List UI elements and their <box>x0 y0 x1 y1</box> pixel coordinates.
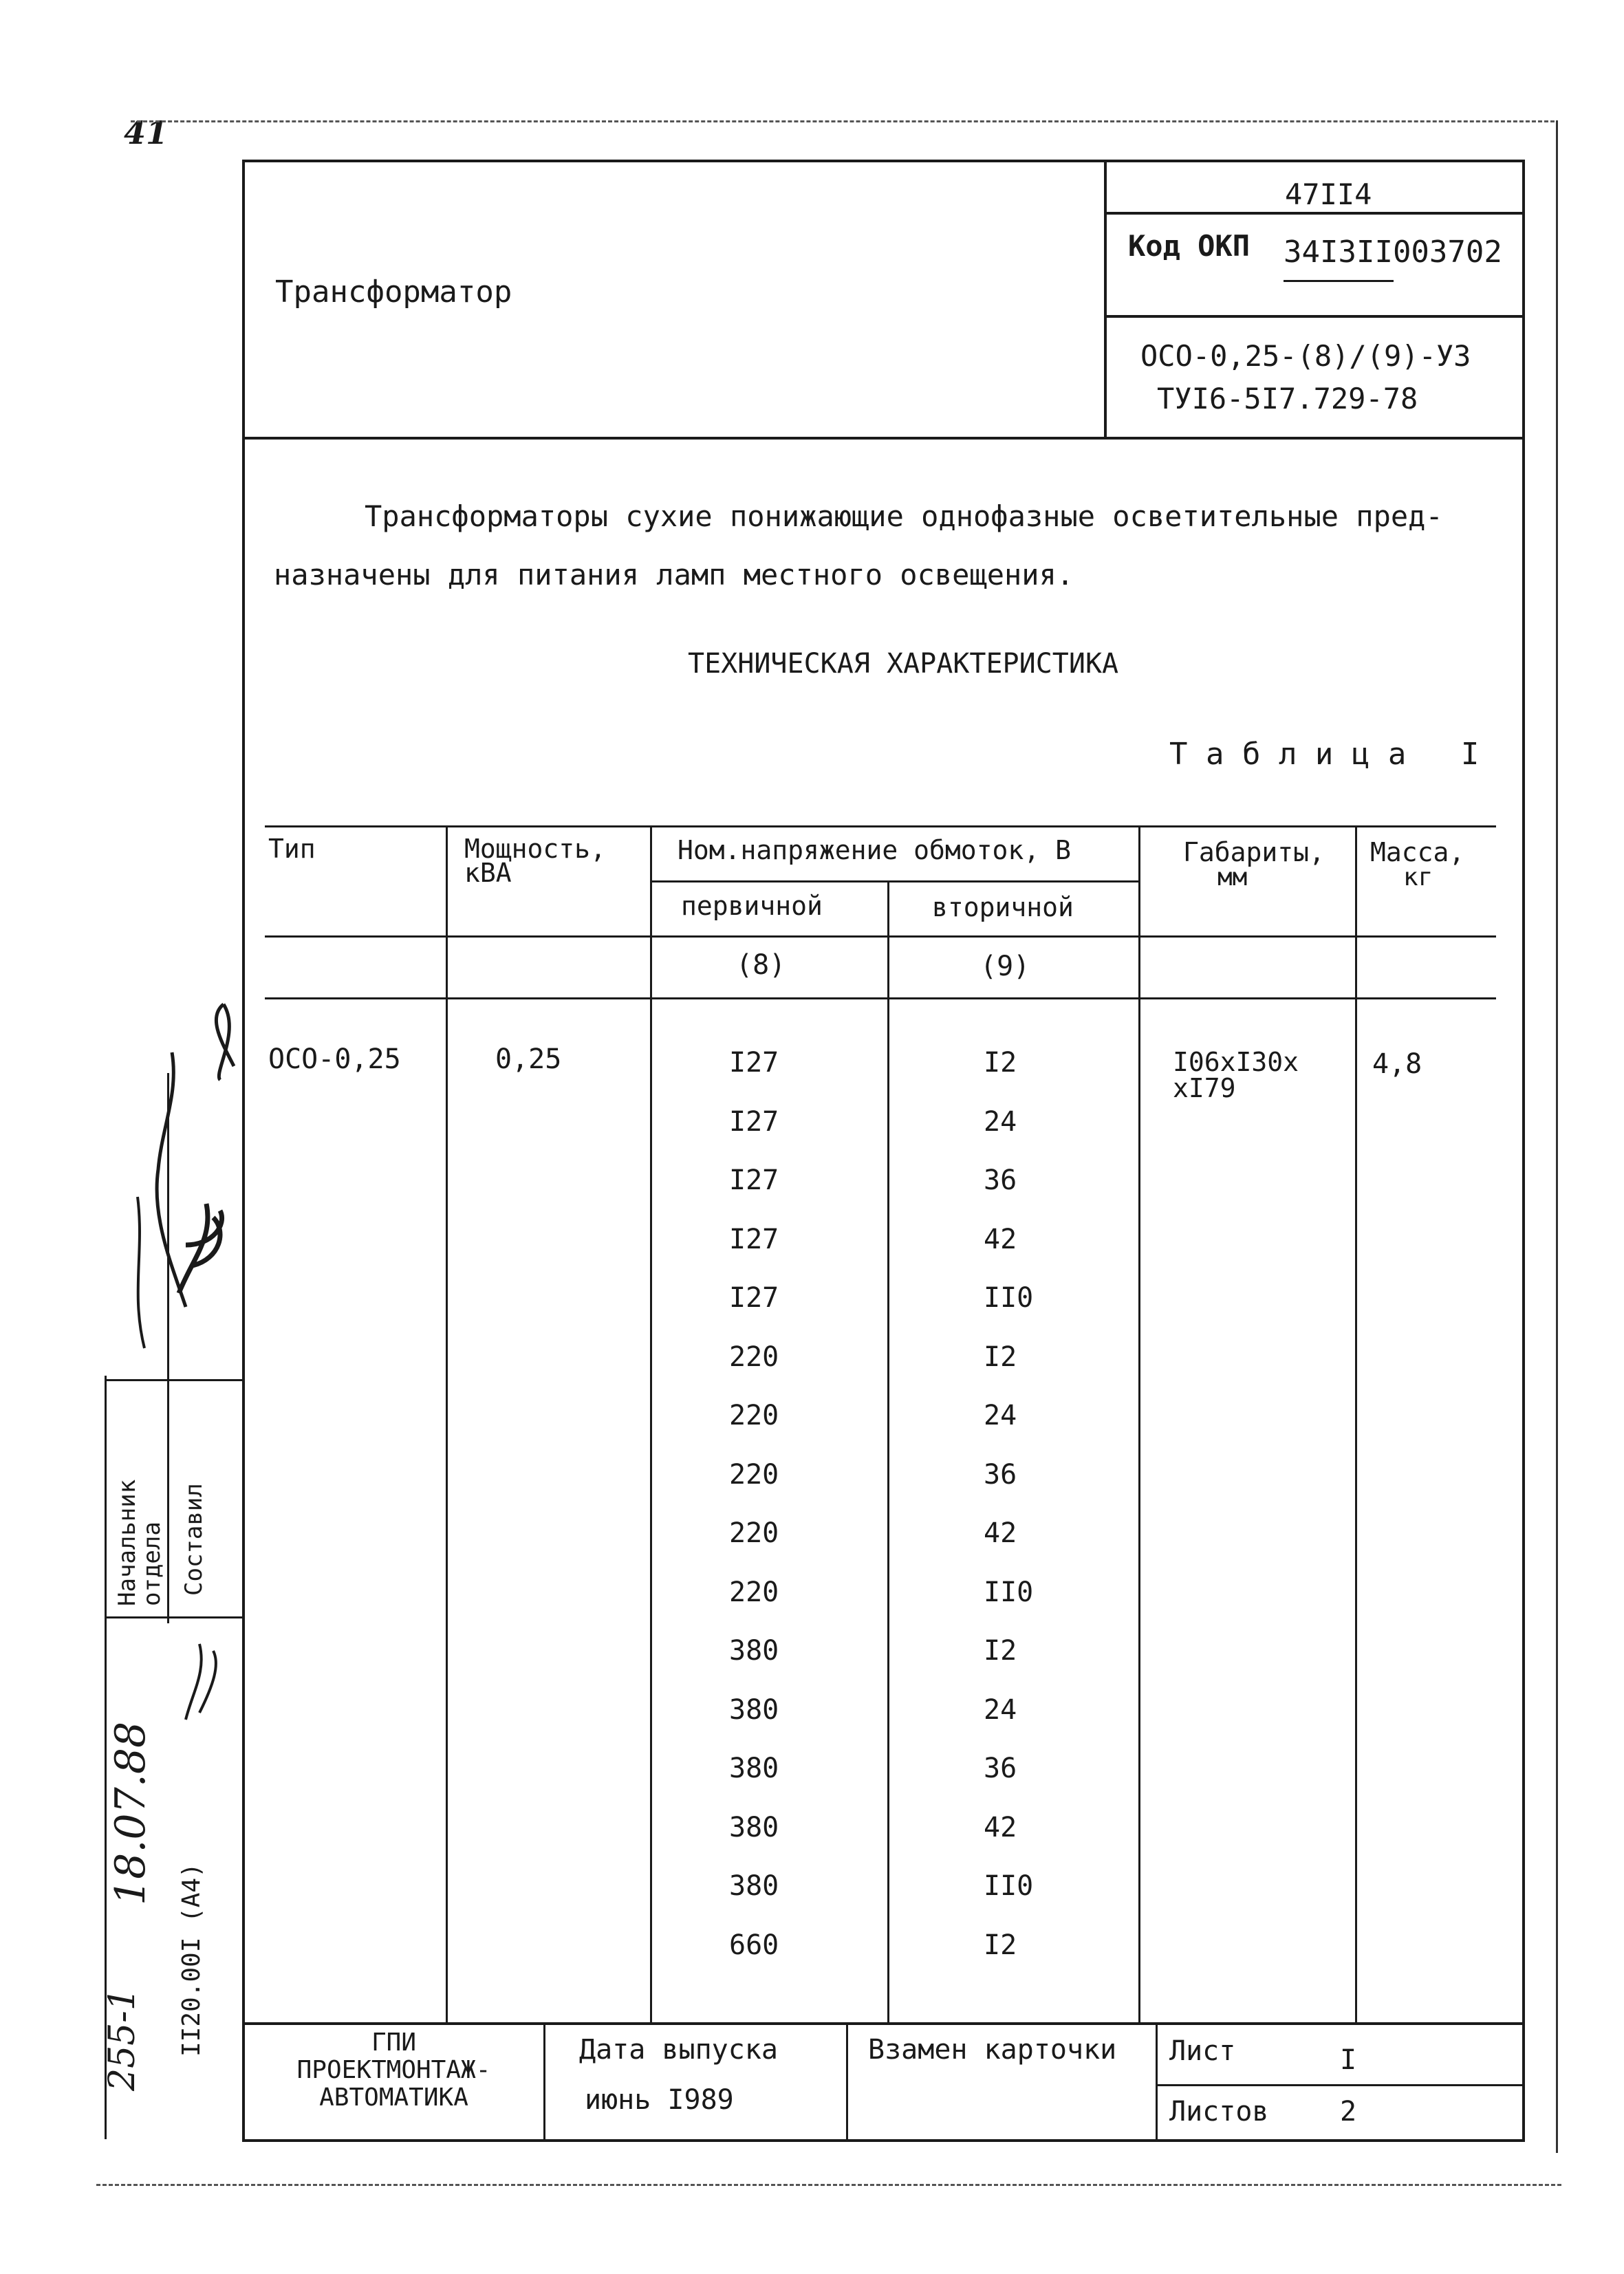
okp-code: 34I3II003702 <box>1284 235 1502 270</box>
frame-top <box>242 160 1525 162</box>
cell-dims-1: I06хI30х <box>1173 1047 1299 1077</box>
sheets-label: Листов <box>1169 2096 1269 2127</box>
primary-voltage-cell: I27 <box>729 1165 779 1196</box>
primary-voltage-cell: 380 <box>729 1753 779 1784</box>
col-divider-5 <box>1355 825 1357 2022</box>
secondary-voltage-cell: 36 <box>984 1753 1017 1784</box>
primary-voltage-cell: I27 <box>729 1047 779 1079</box>
primary-voltage-cell: 380 <box>729 1870 779 1902</box>
spec-code: ТУI6-5I7.729-78 <box>1157 382 1418 415</box>
primary-voltage-cell: 380 <box>729 1694 779 1726</box>
replaces-label: Взамен карточки <box>868 2034 1117 2066</box>
sheets-value: 2 <box>1340 2096 1357 2127</box>
org-line-3: АВТОМАТИКА <box>319 2083 468 2112</box>
footer-sheet-divider <box>1156 2084 1524 2086</box>
header-secondary-ref: (9) <box>980 951 1030 982</box>
org-line-1: ГПИ <box>371 2028 417 2057</box>
product-title: Трансформатор <box>275 274 512 310</box>
frame-right <box>1522 160 1525 2142</box>
issue-label: Дата выпуска <box>579 2034 778 2066</box>
okp-underline <box>1284 280 1394 282</box>
col-divider-3 <box>887 880 889 2022</box>
signature-date-initials <box>165 1630 234 1726</box>
footer-div-2 <box>846 2022 848 2141</box>
header-mass-2: кг <box>1403 863 1433 891</box>
primary-voltage-cell: 220 <box>729 1400 779 1431</box>
cell-mass: 4,8 <box>1372 1048 1422 1080</box>
org-line-2: ПРОЕКТМОНТАЖ- <box>296 2056 491 2084</box>
secondary-voltage-cell: 36 <box>984 1459 1017 1491</box>
header-power-1: Мощность, <box>464 834 606 864</box>
secondary-voltage-cell: I2 <box>984 1341 1017 1373</box>
secondary-voltage-cell: II0 <box>984 1577 1034 1608</box>
primary-voltage-cell: 220 <box>729 1341 779 1373</box>
footer-div-3 <box>1156 2022 1158 2141</box>
primary-voltage-cell: 380 <box>729 1635 779 1667</box>
table-top <box>265 825 1496 827</box>
primary-voltage-cell: I27 <box>729 1282 779 1314</box>
header-divider <box>242 437 1525 440</box>
bottom-dashed-border <box>96 2184 1561 2186</box>
table-label: Т а б л и ц а I <box>1169 737 1480 772</box>
header-dims-1: Габариты, <box>1183 837 1325 867</box>
secondary-voltage-cell: I2 <box>984 1635 1017 1667</box>
right-page-border <box>1556 120 1558 2153</box>
intro-line-2: назначены для питания ламп местного освещения. <box>274 558 1074 592</box>
label-head-of-dept: Начальник отдела <box>113 1479 166 1606</box>
table-ref-bottom <box>265 997 1496 999</box>
page-number: 41 <box>124 114 169 151</box>
header-power-2: кВА <box>464 858 512 888</box>
handwritten-ref: 255-1 <box>102 1988 143 2091</box>
header-model-divider <box>1104 315 1524 318</box>
issue-value: июнь I989 <box>585 2084 734 2116</box>
margin-line-h2 <box>105 1616 242 1618</box>
col-divider-2 <box>650 825 652 2022</box>
cell-dims-2: хI79 <box>1173 1073 1236 1103</box>
okp-label: Код ОКП <box>1128 229 1251 263</box>
primary-voltage-cell: 380 <box>729 1812 779 1843</box>
header-mass-1: Масса, <box>1370 837 1465 867</box>
secondary-voltage-cell: 42 <box>984 1812 1017 1843</box>
secondary-voltage-cell: 24 <box>984 1694 1017 1726</box>
section-title: ТЕХНИЧЕСКАЯ ХАРАКТЕРИСТИКА <box>688 648 1119 680</box>
primary-voltage-cell: 220 <box>729 1459 779 1491</box>
primary-voltage-cell: I27 <box>729 1224 779 1255</box>
frame-bottom <box>242 2139 1525 2142</box>
primary-voltage-cell: 660 <box>729 1929 779 1961</box>
voltage-sub-divider <box>650 880 1138 882</box>
handwritten-date: 18.07.88 <box>107 1721 155 1905</box>
secondary-voltage-cell: 24 <box>984 1106 1017 1138</box>
secondary-voltage-cell: I2 <box>984 1047 1017 1079</box>
model-code: ОСО-0,25-(8)/(9)-У3 <box>1140 339 1471 373</box>
footer-div-1 <box>543 2022 545 2141</box>
secondary-voltage-cell: 42 <box>984 1224 1017 1255</box>
primary-voltage-cell: 220 <box>729 1517 779 1549</box>
cell-power: 0,25 <box>495 1043 562 1075</box>
header-code-divider <box>1104 212 1524 215</box>
header-dims-2: мм <box>1217 863 1248 891</box>
sheet-value: I <box>1340 2044 1357 2076</box>
secondary-voltage-cell: 24 <box>984 1400 1017 1431</box>
intro-line-1: Трансформаторы сухие понижающие однофазные осветительные пред- <box>365 499 1443 533</box>
cell-type: ОСО-0,25 <box>268 1043 401 1075</box>
header-primary-ref: (8) <box>736 949 786 981</box>
col-divider-4 <box>1138 825 1140 2022</box>
card-code: 47II4 <box>1285 177 1372 211</box>
sheet-label: Лист <box>1169 2035 1236 2067</box>
secondary-voltage-cell: II0 <box>984 1870 1034 1902</box>
header-type: Тип <box>268 834 316 864</box>
header-vertical <box>1104 160 1107 438</box>
signature-compiler <box>165 1183 241 1307</box>
table-header-bottom <box>265 935 1496 938</box>
label-compiled-by: Составил <box>180 1483 208 1596</box>
col-divider-1 <box>446 825 448 2022</box>
header-primary: первичной <box>681 891 823 921</box>
header-voltage: Ном.напряжение обмоток, В <box>678 835 1071 865</box>
form-code: II20.00I (А4) <box>177 1863 206 2057</box>
primary-voltage-cell: I27 <box>729 1106 779 1138</box>
top-dashed-border <box>131 120 1555 122</box>
header-secondary: вторичной <box>932 892 1074 922</box>
secondary-voltage-cell: 42 <box>984 1517 1017 1549</box>
margin-line-h1 <box>105 1379 242 1381</box>
secondary-voltage-cell: 36 <box>984 1165 1017 1196</box>
secondary-voltage-cell: I2 <box>984 1929 1017 1961</box>
secondary-voltage-cell: II0 <box>984 1282 1034 1314</box>
footer-top <box>242 2022 1525 2025</box>
primary-voltage-cell: 220 <box>729 1577 779 1608</box>
